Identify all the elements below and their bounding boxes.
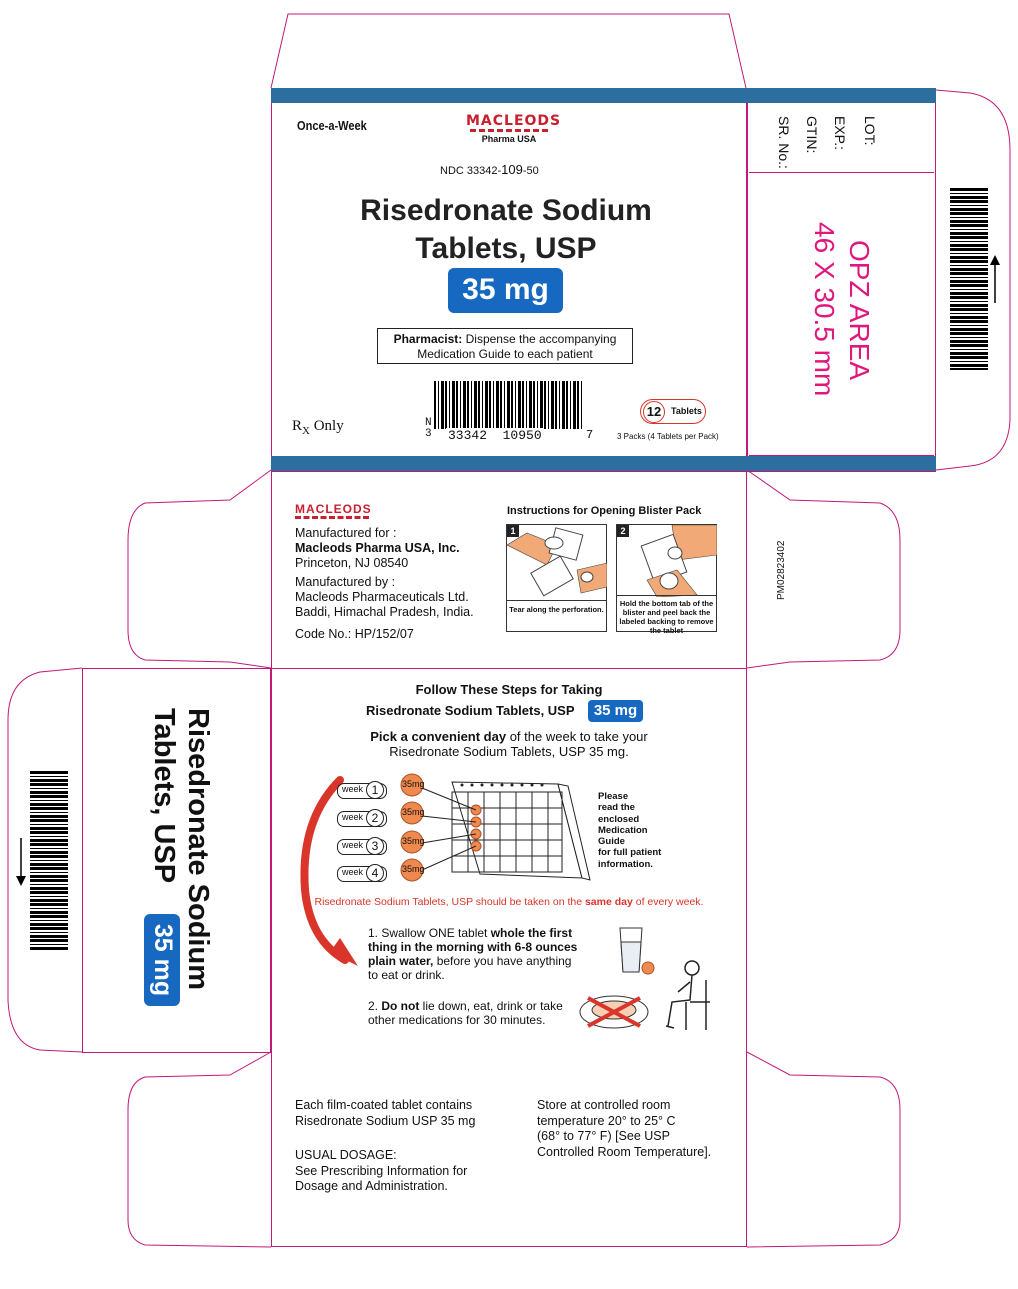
brand-logo-text: MACLEODS xyxy=(466,113,562,129)
tablet-label-2: 35mg xyxy=(402,807,425,817)
week-label-3: week xyxy=(342,840,364,850)
s1-pre: 1. Swallow ONE tablet xyxy=(368,926,491,940)
week-label-4: week xyxy=(342,867,364,877)
rx-only-text: Only xyxy=(313,418,344,434)
please-line-4: Medication xyxy=(598,824,648,836)
barcode-left xyxy=(425,418,432,440)
please-read-note xyxy=(598,791,661,870)
week-label-1: week xyxy=(342,784,364,794)
pharmacist-text1: Dispense the accompanying xyxy=(462,332,617,346)
ndc-code xyxy=(440,162,539,177)
mfg-by-label: Manufactured by : xyxy=(295,575,396,589)
mfg-for-city: Princeton, NJ 08540 xyxy=(295,556,409,570)
code-no: Code No.: HP/152/07 xyxy=(295,627,414,641)
gtin-label: GTIN: xyxy=(804,116,820,154)
mfg-by-city: Baddi, Himachal Pradesh, India. xyxy=(295,605,474,619)
down-arrow-icon xyxy=(14,836,28,886)
barcode-left-char2: 3 xyxy=(425,428,432,440)
week-pill-4 xyxy=(337,866,387,882)
manufacturer-info xyxy=(295,526,474,642)
left-strength-badge: 35 mg xyxy=(144,914,180,1006)
same-day-bold: same day xyxy=(584,896,633,908)
lot-label: LOT: xyxy=(862,116,878,146)
week-num-1: 1 xyxy=(366,781,384,799)
week-num-3: 3 xyxy=(366,837,384,855)
mfg-for-label: Manufactured for : xyxy=(295,526,397,540)
step2-number: 2 xyxy=(617,525,629,537)
pick-text: of the week to take your xyxy=(506,729,648,744)
pm-code: PM02823402 xyxy=(776,540,787,600)
pick-day-text xyxy=(271,729,747,759)
store-line1: Store at controlled room xyxy=(537,1098,671,1112)
side-top-band xyxy=(747,88,936,103)
please-line-7: information. xyxy=(598,858,653,870)
week-label-2: week xyxy=(342,812,364,822)
store-line2: temperature 20° to 25° C xyxy=(537,1113,676,1128)
pharmacist-bold: Pharmacist: xyxy=(393,332,463,346)
peel-blister-icon xyxy=(617,525,717,597)
packs-info: 3 Packs (4 Tablets per Pack) xyxy=(617,432,719,441)
steps-heading2: Risedronate Sodium Tablets, USP xyxy=(366,703,575,718)
contains-line1: Each film-coated tablet contains xyxy=(295,1098,473,1112)
s1-post2: to eat or drink. xyxy=(368,968,445,982)
tablet-count: 12 xyxy=(643,401,665,423)
left-title2 xyxy=(148,708,180,883)
dosage-line2: Dosage and Administration. xyxy=(295,1179,448,1193)
pick-bold: Pick a convenient day xyxy=(370,729,507,744)
brand-logo-back xyxy=(295,502,375,519)
front-bottom-band xyxy=(271,456,747,471)
s2-bold: Do not xyxy=(381,999,420,1013)
pick-text2: Risedronate Sodium Tablets, USP 35 mg. xyxy=(389,744,629,759)
tablet-count-label: Tablets xyxy=(671,406,702,416)
step1-number: 1 xyxy=(507,525,519,537)
week-num-4: 4 xyxy=(366,864,384,882)
strength-badge: 35 mg xyxy=(448,268,563,313)
contents-info xyxy=(295,1098,475,1195)
barcode-right: 7 xyxy=(586,428,594,442)
dosage-line1: See Prescribing Information for xyxy=(295,1163,468,1178)
brand-sub: Pharma USA xyxy=(481,134,537,144)
contains-line2: Risedronate Sodium USP 35 mg xyxy=(295,1113,476,1128)
pharmacist-text2: Medication Guide to each patient xyxy=(417,347,593,361)
product-title xyxy=(300,192,712,268)
please-line-1: Please xyxy=(598,791,629,802)
steps-strength-badge: 35 mg xyxy=(588,700,643,722)
pharmacist-box xyxy=(377,328,633,364)
blister-step1 xyxy=(506,524,607,632)
s1-bold1: whole the first xyxy=(490,926,573,940)
week-pill-2 xyxy=(337,811,387,827)
tear-blister-icon xyxy=(507,525,607,597)
week-pill-3 xyxy=(337,839,387,855)
sr-label: SR. No.: xyxy=(776,116,792,169)
opz-area-box xyxy=(749,172,934,456)
s2-post: lie down, eat, drink or take xyxy=(419,999,563,1013)
please-line-2: read the xyxy=(598,802,635,814)
please-line-5: Guide xyxy=(598,836,625,848)
blister-instructions-title: Instructions for Opening Blister Pack xyxy=(507,505,702,517)
tablet-label-1: 35mg xyxy=(402,779,425,789)
s1-post: before you have anything xyxy=(433,954,572,968)
tablet-label-3: 35mg xyxy=(402,836,425,846)
blister-step2 xyxy=(616,524,717,635)
rx-x: X xyxy=(302,425,310,437)
ndc-prefix: NDC 33342- xyxy=(440,165,502,177)
ndc-suffix: -50 xyxy=(522,165,539,177)
frequency-label: Once-a-Week xyxy=(297,118,367,133)
tablet-label-4: 35mg xyxy=(402,864,425,874)
left-title-line1: Risedronate Sodium xyxy=(182,708,214,990)
dosage-label: USUAL DOSAGE: xyxy=(295,1148,397,1162)
front-barcode xyxy=(434,381,584,429)
rx-symbol: R xyxy=(292,418,303,434)
exp-label: EXP.: xyxy=(832,116,848,150)
same-day-post: of every week. xyxy=(632,896,704,908)
brand-logo-back-stripe xyxy=(295,516,369,519)
week-num-2: 2 xyxy=(366,809,384,827)
s1-bold3: plain water, xyxy=(368,954,434,968)
barcode-left-char1: N xyxy=(425,417,432,429)
please-line-6: for full patient xyxy=(598,847,662,859)
side-bottom-band xyxy=(747,456,936,471)
mfg-by-name: Macleods Pharmaceuticals Ltd. xyxy=(295,590,469,604)
opz-line2: 46 X 30.5 mm xyxy=(809,222,840,397)
step1-text: Tear along the perforation. xyxy=(507,600,606,614)
store-line4: Controlled Room Temperature]. xyxy=(537,1144,712,1159)
ndc-mid: 109 xyxy=(501,162,523,177)
tablet-count-badge xyxy=(640,399,706,424)
up-arrow-icon xyxy=(988,255,1002,305)
step1-instruction xyxy=(368,926,577,982)
water-and-person-illustration xyxy=(576,922,726,1037)
side-barcode-left xyxy=(30,771,68,951)
brand-logo-front xyxy=(466,113,562,144)
product-title-line1: Risedronate Sodium xyxy=(360,194,652,227)
s2-pre: 2. xyxy=(368,999,382,1013)
barcode-number: 33342 10950 xyxy=(448,428,542,443)
opz-line1: OPZ AREA xyxy=(844,240,875,381)
rx-only xyxy=(292,418,344,437)
store-line3: (68° to 77° F) [See USP xyxy=(537,1129,670,1143)
storage-info xyxy=(537,1098,711,1160)
same-day-pre: Risedronate Sodium Tablets, USP should be taken on the xyxy=(314,896,585,908)
mfg-for-name: Macleods Pharma USA, Inc. xyxy=(295,541,460,555)
week-pill-1 xyxy=(337,783,387,799)
steps-heading1: Follow These Steps for Taking xyxy=(415,682,603,697)
step2-text: Hold the bottom tab of the blister and peel back the labeled backing to remove the tablet xyxy=(617,595,716,635)
s2-post2: other medications for 30 minutes. xyxy=(368,1013,546,1027)
step2-instruction xyxy=(368,999,563,1027)
brand-logo-stripe xyxy=(470,129,548,132)
left-title-line2: Tablets, USP xyxy=(148,708,180,884)
left-title xyxy=(182,708,214,990)
please-line-3: enclosed xyxy=(598,813,640,825)
brand-logo-back-text: MACLEODS xyxy=(295,502,372,516)
front-top-band xyxy=(271,88,747,103)
product-title-line2: Tablets, USP xyxy=(415,232,597,265)
s1-bold2: thing in the morning with 6-8 ounces xyxy=(368,940,578,954)
side-barcode-right xyxy=(950,188,988,370)
same-day-note xyxy=(271,896,747,908)
